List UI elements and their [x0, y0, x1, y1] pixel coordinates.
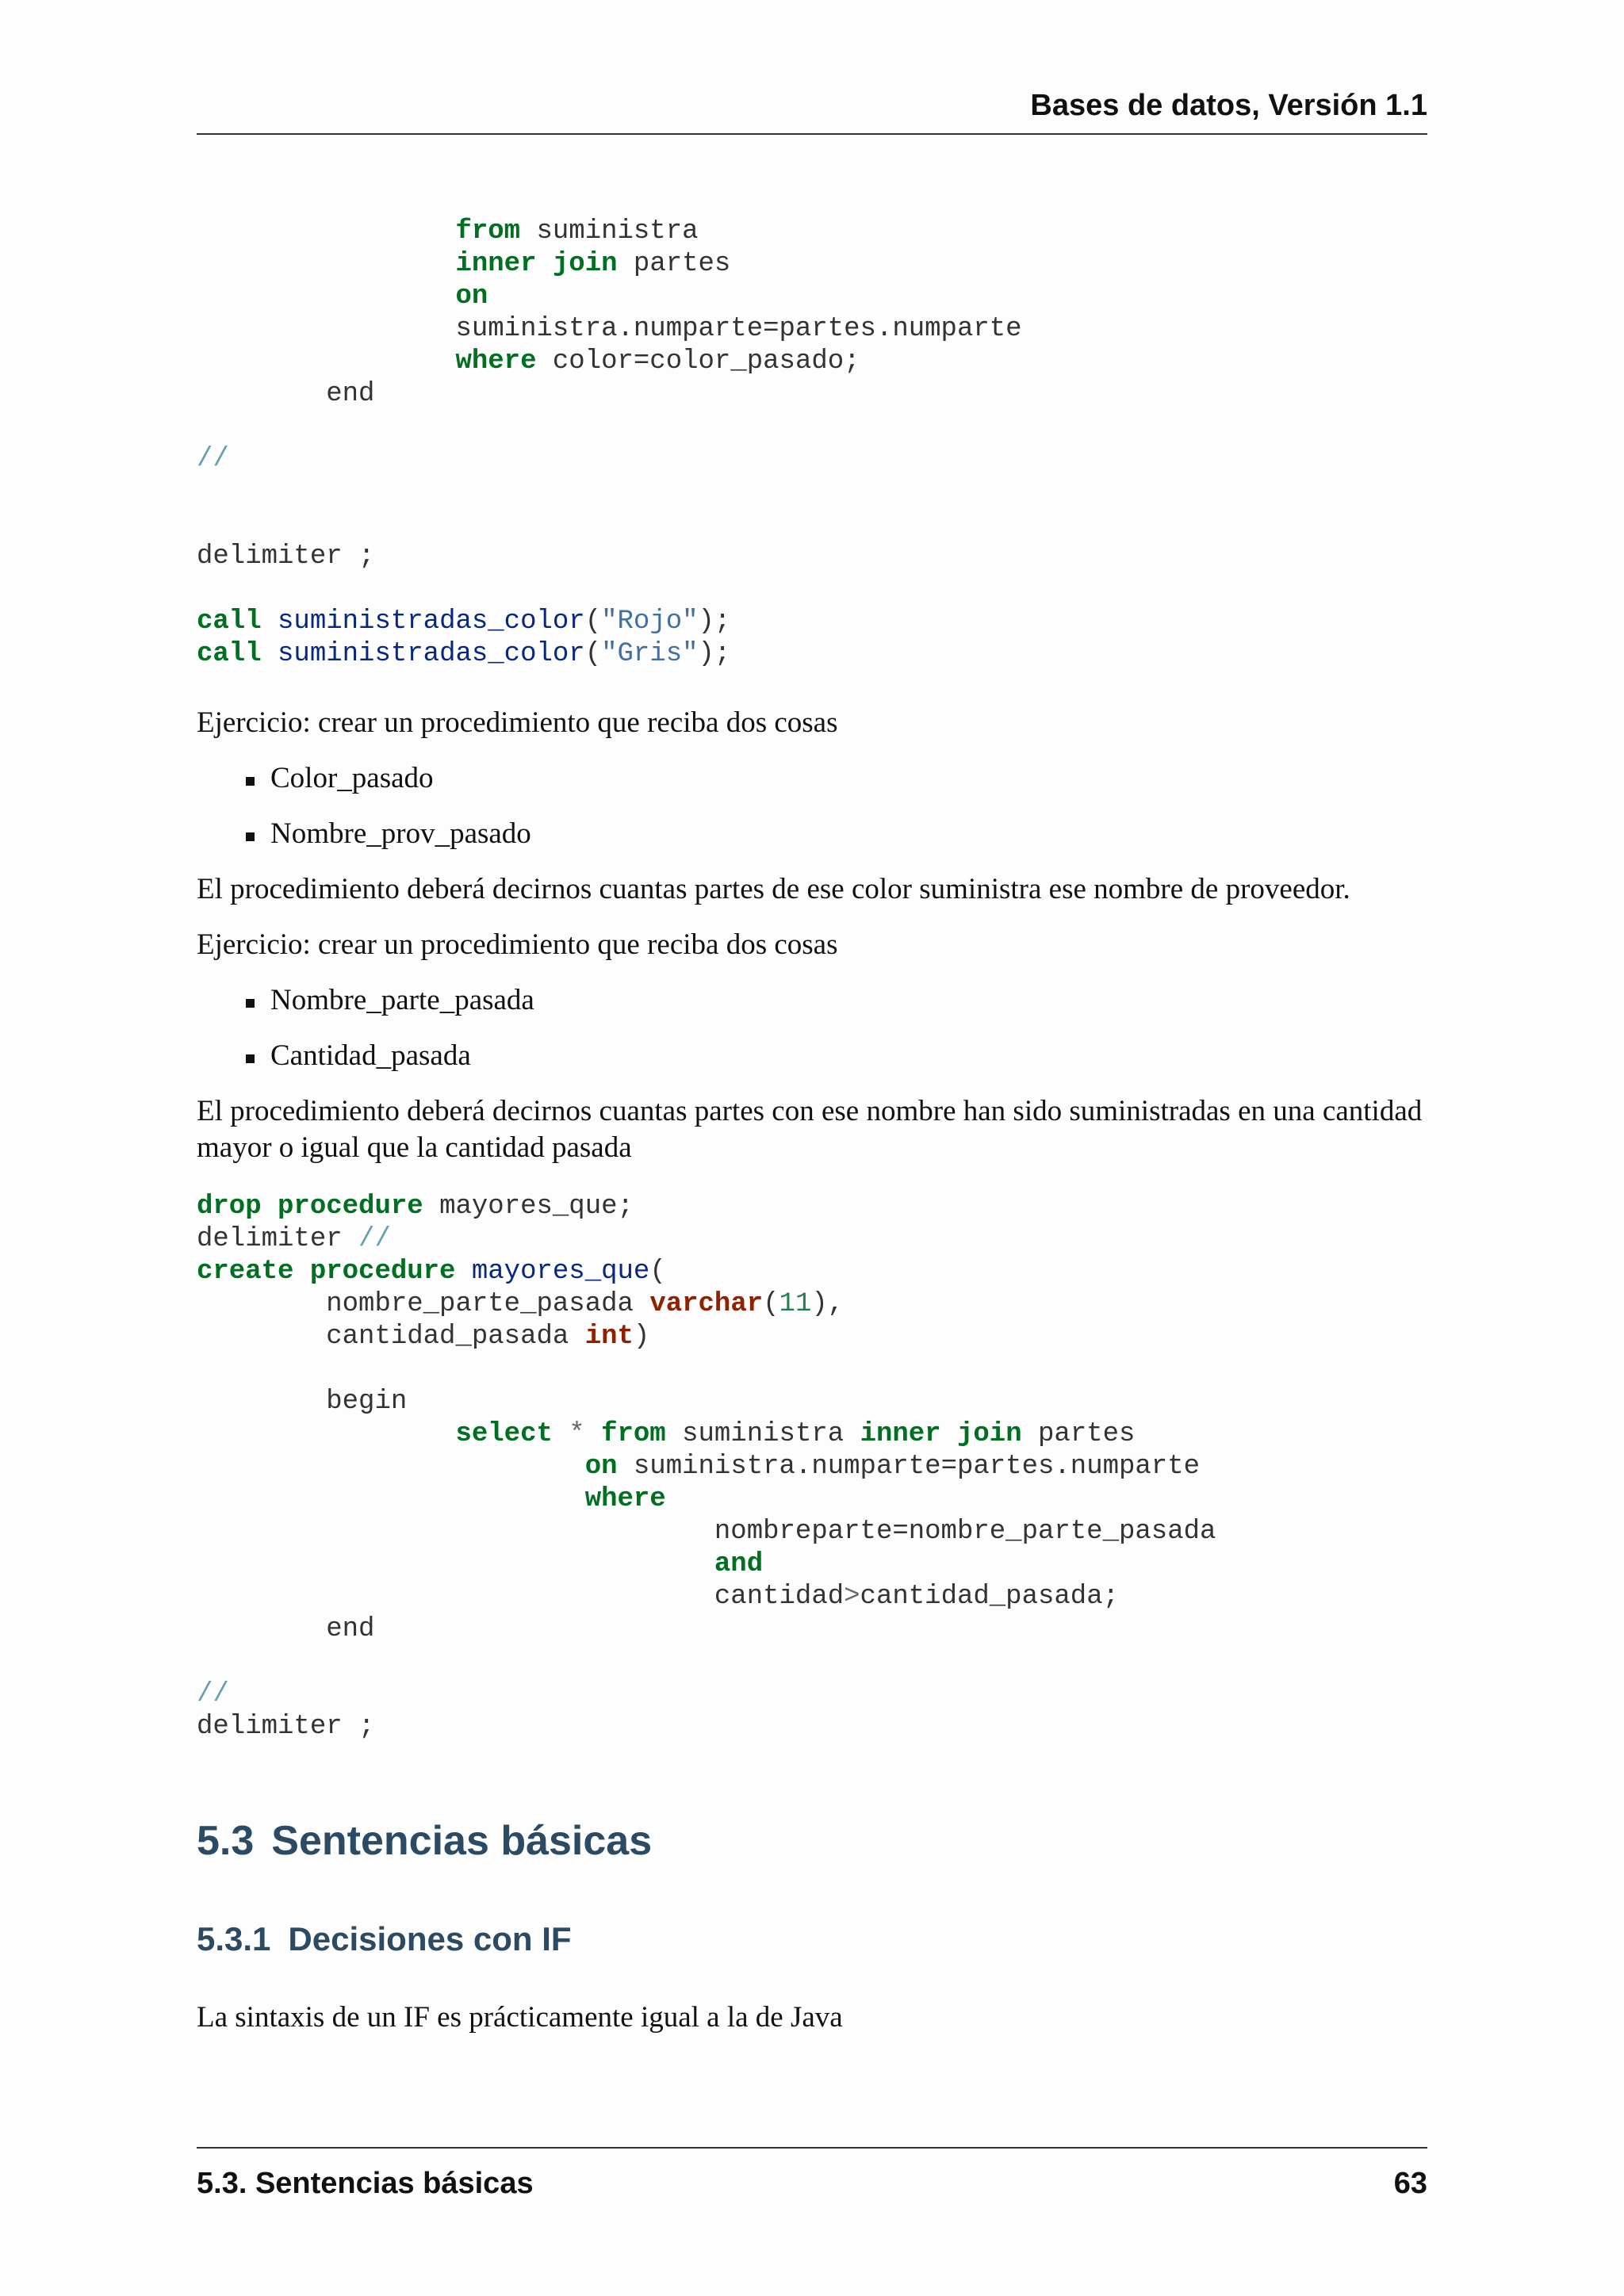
- code-text: delimiter ;: [197, 1712, 375, 1742]
- exercise-1-intro: Ejercicio: crear un procedimiento que reciba dos cosas: [197, 706, 838, 739]
- code-operator: >: [844, 1582, 860, 1612]
- code-text: suministra.numparte=partes.numparte: [455, 314, 1022, 344]
- code-text: suministra: [520, 216, 699, 247]
- code-text: end: [326, 379, 375, 409]
- code-function-name: mayores_que: [471, 1257, 650, 1287]
- running-header: [197, 89, 1427, 135]
- exercise-1-list: [197, 760, 531, 871]
- list-item: Nombre_prov_pasado: [197, 816, 531, 871]
- code-keyword: from: [455, 216, 521, 247]
- code-text: begin: [326, 1387, 408, 1417]
- code-text: nombre_parte_pasada: [326, 1289, 650, 1319]
- code-keyword: where: [584, 1484, 666, 1514]
- code-text: cantidad_pasada;: [860, 1582, 1119, 1612]
- code-keyword: on: [584, 1452, 618, 1482]
- code-text: suministra.numparte=partes.numparte: [617, 1452, 1201, 1482]
- code-string: "Gris": [601, 639, 699, 669]
- code-string: "Rojo": [601, 607, 699, 637]
- code-function-name: suministradas_color: [278, 607, 585, 637]
- exercise-1-description: El procedimiento deberá decirnos cuantas partes de ese color suministra ese nombre de proveedor.: [197, 873, 1350, 905]
- list-item: Cantidad_pasada: [197, 1038, 534, 1093]
- code-type: varchar: [649, 1289, 764, 1319]
- code-block-mayores-que: drop procedure mayores_que; delimiter // create procedure mayores_que( nombre_parte_pasada varchar(11), cantidad_pasada int) begin select * from suministra inner join partes on suministra.numparte=partes.numparte where nombreparte=nombre_parte_pasada and cantidad>cantidad_pasada; end // delimiter ;: [197, 1192, 1216, 1742]
- code-comment: //: [358, 1224, 391, 1254]
- code-text: partes: [1021, 1419, 1136, 1449]
- code-text: nombreparte=nombre_parte_pasada: [714, 1517, 1216, 1547]
- code-keyword: create: [197, 1257, 294, 1287]
- exercise-2-description: El procedimiento deberá decirnos cuantas partes con ese nombre han sido suministradas en una cantidad mayor o igual que la cantidad pasada: [197, 1095, 1423, 1164]
- code-keyword: join: [957, 1419, 1022, 1449]
- list-item: Nombre_parte_pasada: [197, 982, 534, 1038]
- footer-section: 5.3. Sentencias básicas: [197, 2167, 534, 2200]
- code-text: end: [326, 1614, 375, 1644]
- code-keyword: from: [601, 1419, 666, 1449]
- code-text: delimiter ;: [197, 541, 375, 572]
- code-keyword: on: [455, 281, 488, 312]
- code-keyword: inner: [455, 249, 537, 279]
- code-text: color=color_pasado;: [536, 346, 860, 377]
- code-keyword: where: [455, 346, 537, 377]
- section-title: Sentencias básicas: [271, 1818, 653, 1864]
- code-text: delimiter: [197, 1224, 359, 1254]
- code-text: mayores_que;: [423, 1192, 634, 1222]
- subsection-number: 5.3.1: [197, 1920, 271, 1957]
- page-number: 63: [1393, 2167, 1427, 2200]
- code-keyword: call: [197, 607, 262, 637]
- running-footer: [197, 2147, 1427, 2201]
- code-comment: //: [197, 444, 229, 474]
- code-keyword: procedure: [278, 1192, 423, 1222]
- code-keyword: inner: [860, 1419, 941, 1449]
- code-keyword: procedure: [309, 1257, 456, 1287]
- code-text: partes: [617, 249, 731, 279]
- exercise-2-list: [197, 982, 534, 1093]
- code-type: int: [584, 1322, 634, 1352]
- code-number: 11: [779, 1289, 812, 1319]
- code-keyword: join: [552, 249, 618, 279]
- code-function-name: suministradas_color: [278, 639, 585, 669]
- subsection-title: Decisiones con IF: [288, 1920, 572, 1957]
- code-comment: //: [197, 1679, 229, 1709]
- body-paragraph: La sintaxis de un IF es prácticamente igual a la de Java: [197, 2001, 843, 2034]
- code-keyword: drop: [197, 1192, 262, 1222]
- code-text: cantidad_pasada: [326, 1322, 585, 1352]
- code-text: suministra: [665, 1419, 860, 1449]
- code-block-suministradas-color: from suministra inner join partes on suministra.numparte=partes.numparte where color=color_pasado; end // delimiter ; call suministradas_color("Rojo"); call suministradas_color("Gris");: [197, 216, 1022, 669]
- subsection-heading: [197, 1920, 572, 1958]
- section-heading: [197, 1817, 652, 1865]
- list-item: Color_pasado: [197, 760, 531, 816]
- exercise-2-intro: Ejercicio: crear un procedimiento que reciba dos cosas: [197, 928, 838, 961]
- code-operator: *: [569, 1419, 585, 1449]
- section-number: 5.3: [197, 1818, 255, 1864]
- code-keyword: and: [714, 1549, 764, 1579]
- running-header-title: Bases de datos, Versión 1.1: [1030, 89, 1427, 122]
- code-keyword: select: [455, 1419, 553, 1449]
- code-keyword: call: [197, 639, 262, 669]
- code-text: cantidad: [714, 1582, 845, 1612]
